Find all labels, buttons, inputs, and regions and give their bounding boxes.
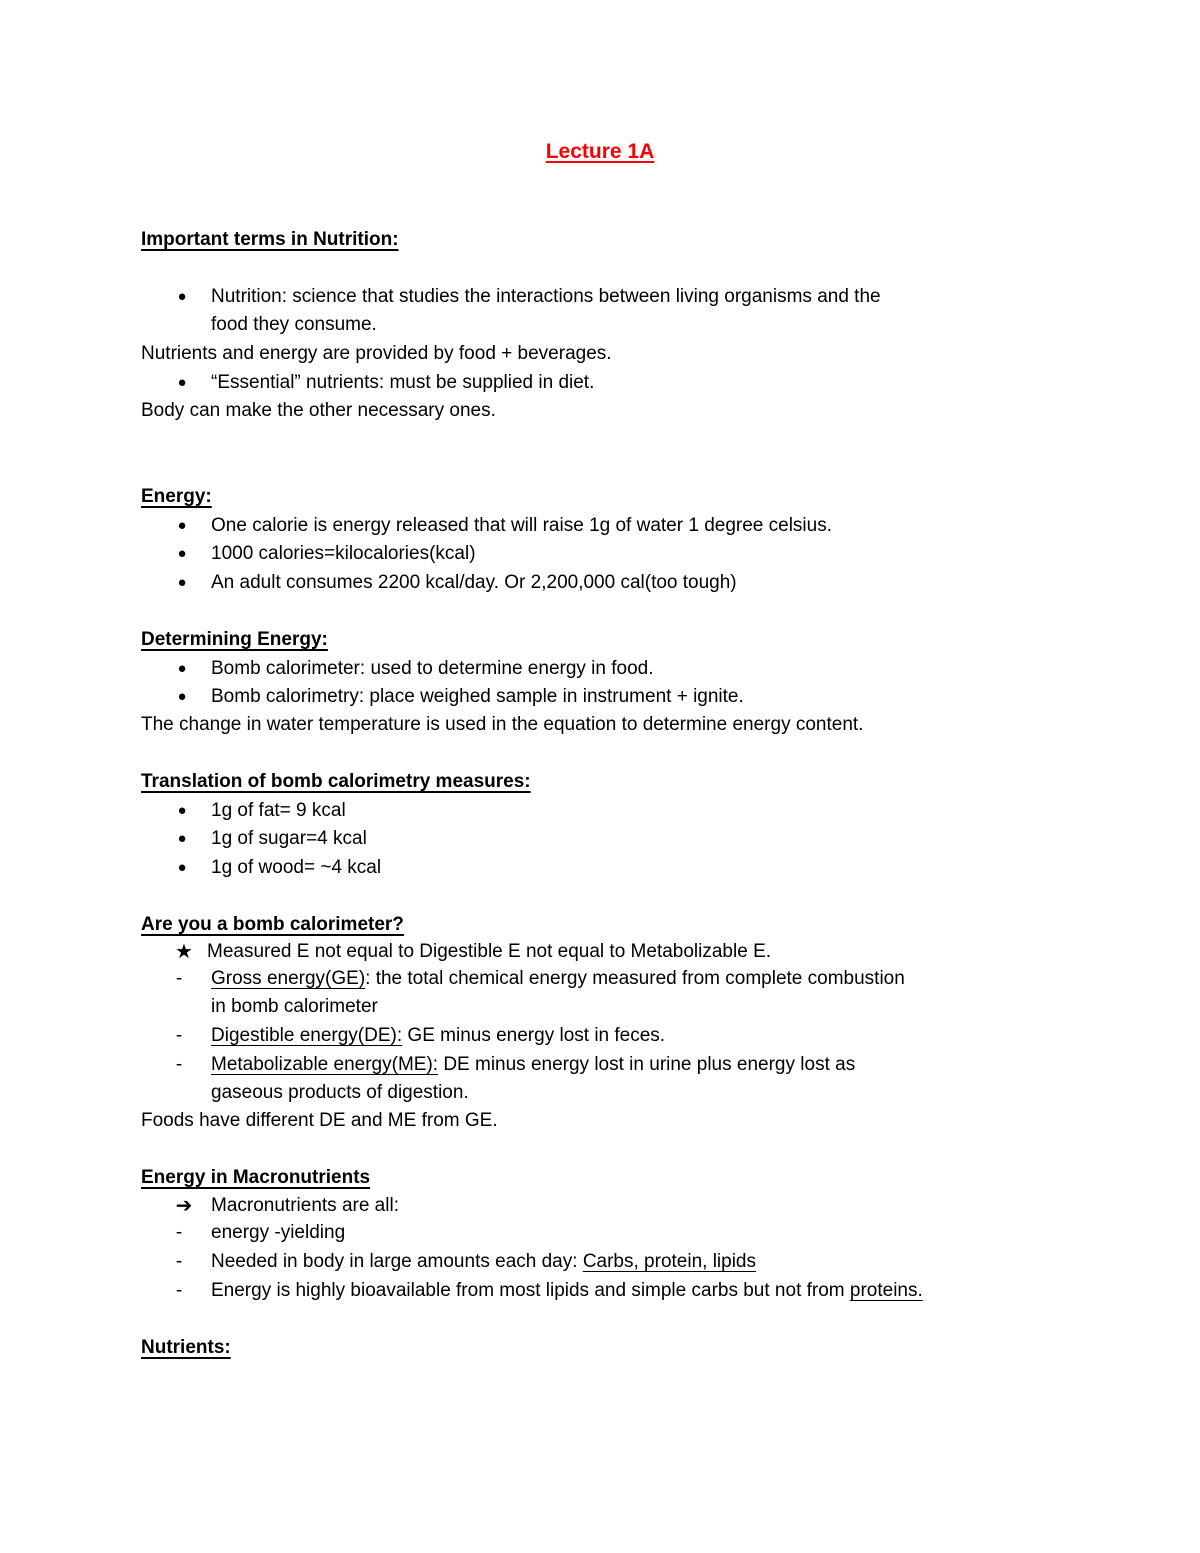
- section-heading-energy: Energy:: [141, 486, 212, 507]
- section-heading-translation: Translation of bomb calorimetry measures:: [141, 771, 531, 792]
- bullet-icon: ●: [177, 517, 187, 534]
- list-item: Gross energy(GE): the total chemical energy measured from complete combustion: [211, 968, 905, 989]
- star-icon: ★: [175, 941, 193, 963]
- section-heading-calorimeter: Are you a bomb calorimeter?: [141, 914, 404, 935]
- bullet-icon: ●: [177, 830, 187, 847]
- bullet-icon: ●: [177, 288, 187, 305]
- list-item: One calorie is energy released that will raise 1g of water 1 degree celsius.: [211, 515, 832, 536]
- section-heading-nutrients: Nutrients:: [141, 1337, 231, 1358]
- list-item: Energy is highly bioavailable from most lipids and simple carbs but not from proteins.: [211, 1280, 923, 1301]
- paragraph: Body can make the other necessary ones.: [141, 400, 496, 421]
- section-heading-macronutrients: Energy in Macronutrients: [141, 1167, 371, 1188]
- dash-marker: -: [175, 1222, 183, 1243]
- list-item: 1g of sugar=4 kcal: [211, 828, 367, 849]
- list-item: Bomb calorimeter: used to determine energy in food.: [211, 658, 654, 679]
- list-item-continuation: food they consume.: [211, 314, 377, 335]
- list-item: 1g of fat= 9 kcal: [211, 800, 346, 821]
- list-item: Measured E not equal to Digestible E not equal to Metabolizable E.: [207, 941, 772, 962]
- list-item-continuation: in bomb calorimeter: [211, 996, 378, 1017]
- paragraph: Nutrients and energy are provided by food + beverages.: [141, 343, 612, 364]
- bullet-icon: ●: [177, 545, 187, 562]
- macronutrient-list: Carbs, protein, lipids: [582, 1251, 757, 1272]
- list-item: Macronutrients are all:: [211, 1195, 399, 1216]
- dash-marker: -: [175, 1054, 183, 1075]
- term-digestible-energy: Digestible energy(DE):: [211, 1025, 403, 1046]
- term-gross-energy: Gross energy(GE): [211, 968, 366, 989]
- bullet-icon: ●: [177, 374, 187, 391]
- bullet-icon: ●: [177, 688, 187, 705]
- dash-marker: -: [175, 968, 183, 989]
- section-heading-determining: Determining Energy:: [141, 629, 328, 650]
- dash-marker: -: [175, 1025, 183, 1046]
- list-item: Bomb calorimetry: place weighed sample in instrument + ignite.: [211, 686, 744, 707]
- bullet-icon: ●: [177, 660, 187, 677]
- bullet-icon: ●: [177, 574, 187, 591]
- list-item: An adult consumes 2200 kcal/day. Or 2,200,000 cal(too tough): [211, 572, 737, 593]
- dash-marker: -: [175, 1251, 183, 1272]
- list-item: Metabolizable energy(ME): DE minus energy lost in urine plus energy lost as: [211, 1054, 856, 1075]
- paragraph: Foods have different DE and ME from GE.: [141, 1110, 498, 1131]
- list-item: Nutrition: science that studies the interactions between living organisms and the: [211, 286, 881, 307]
- paragraph: The change in water temperature is used in the equation to determine energy content.: [141, 714, 864, 735]
- term-metabolizable-energy: Metabolizable energy(ME):: [211, 1054, 439, 1075]
- list-item: Needed in body in large amounts each day: Carbs, protein, lipids: [211, 1251, 757, 1272]
- list-item: “Essential” nutrients: must be supplied in diet.: [211, 372, 595, 393]
- list-item-continuation: gaseous products of digestion.: [211, 1082, 469, 1103]
- arrow-right-icon: ➔: [175, 1195, 193, 1217]
- dash-marker: -: [175, 1280, 183, 1301]
- list-item: 1000 calories=kilocalories(kcal): [211, 543, 476, 564]
- page-title: Lecture 1A: [545, 140, 655, 163]
- list-item: 1g of wood= ~4 kcal: [211, 857, 382, 878]
- section-heading-terms: Important terms in Nutrition:: [141, 229, 399, 250]
- list-item: energy -yielding: [211, 1222, 346, 1243]
- list-item: Digestible energy(DE): GE minus energy lost in feces.: [211, 1025, 666, 1046]
- bullet-icon: ●: [177, 859, 187, 876]
- term-proteins: proteins.: [849, 1280, 923, 1301]
- bullet-icon: ●: [177, 802, 187, 819]
